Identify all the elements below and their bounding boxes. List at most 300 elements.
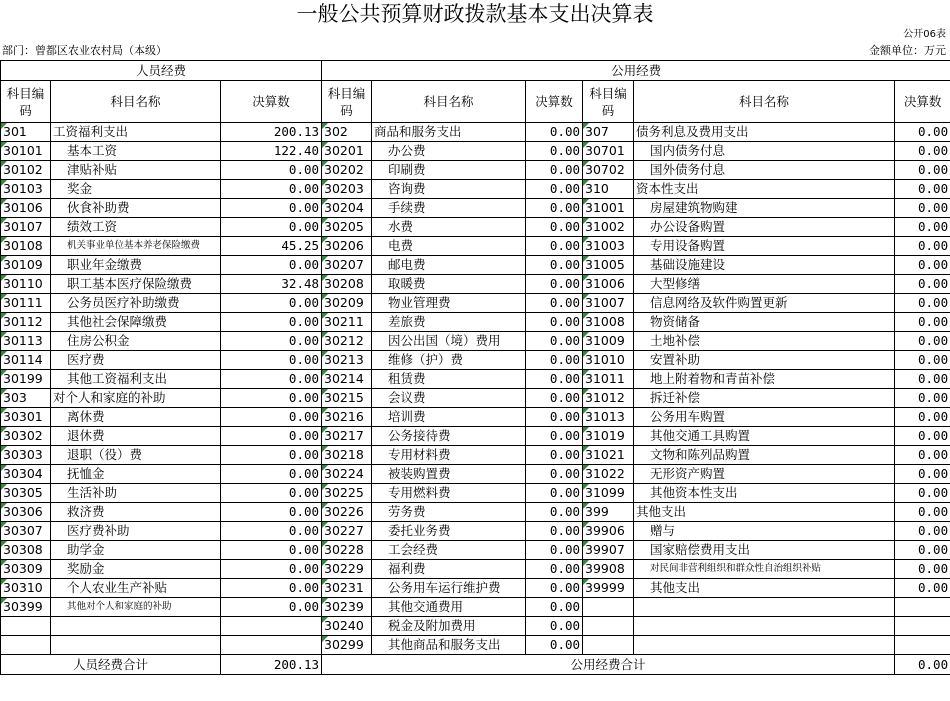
subject-code bbox=[583, 598, 634, 617]
subject-name: 被装购置费 bbox=[372, 465, 526, 484]
subject-code: 30702 bbox=[583, 161, 634, 180]
amount-value: 0.00 bbox=[526, 142, 583, 161]
expenditure-table bbox=[0, 60, 950, 675]
amount-value: 0.00 bbox=[526, 598, 583, 617]
subject-name: 救济费 bbox=[51, 503, 221, 522]
amount-value: 0.00 bbox=[221, 446, 322, 465]
subject-code: 30304 bbox=[1, 465, 51, 484]
subject-code: 31099 bbox=[583, 484, 634, 503]
subject-code bbox=[583, 636, 634, 655]
subject-name: 国家赔偿费用支出 bbox=[634, 541, 895, 560]
subject-name: 退休费 bbox=[51, 427, 221, 446]
amount-value: 0.00 bbox=[895, 237, 950, 256]
subject-code: 30214 bbox=[322, 370, 372, 389]
amount-value: 0.00 bbox=[221, 294, 322, 313]
subject-code: 303 bbox=[1, 389, 51, 408]
amount-value: 0.00 bbox=[526, 446, 583, 465]
subject-name: 职工基本医疗保险缴费 bbox=[51, 275, 221, 294]
amount-value: 0.00 bbox=[221, 427, 322, 446]
subject-code: 30215 bbox=[322, 389, 372, 408]
amount-value: 0.00 bbox=[895, 370, 950, 389]
public-total-label: 公用经费合计 bbox=[322, 655, 895, 675]
subject-code: 31013 bbox=[583, 408, 634, 427]
subject-name: 工会经费 bbox=[372, 541, 526, 560]
subject-name: 绩效工资 bbox=[51, 218, 221, 237]
subject-name: 会议费 bbox=[372, 389, 526, 408]
subject-name: 地上附着物和青苗补偿 bbox=[634, 370, 895, 389]
table-row bbox=[1, 180, 950, 199]
subject-code: 30114 bbox=[1, 351, 51, 370]
subject-code: 31011 bbox=[583, 370, 634, 389]
table-row bbox=[1, 598, 950, 617]
amount-value: 0.00 bbox=[221, 484, 322, 503]
code-header: 科目编码 bbox=[1, 81, 51, 123]
amount-value: 0.00 bbox=[895, 465, 950, 484]
amount-value: 0.00 bbox=[895, 218, 950, 237]
subject-name: 取暖费 bbox=[372, 275, 526, 294]
subject-code: 30206 bbox=[322, 237, 372, 256]
amount-value: 0.00 bbox=[221, 408, 322, 427]
amount-value: 0.00 bbox=[895, 503, 950, 522]
amount-value: 200.13 bbox=[221, 123, 322, 142]
code-header: 科目编码 bbox=[322, 81, 372, 123]
amount-value: 0.00 bbox=[895, 484, 950, 503]
subject-name: 信息网络及软件购置更新 bbox=[634, 294, 895, 313]
amount-value: 0.00 bbox=[221, 522, 322, 541]
amount-value: 0.00 bbox=[526, 199, 583, 218]
amount-value: 0.00 bbox=[526, 636, 583, 655]
amount-value: 0.00 bbox=[526, 180, 583, 199]
column-header-row bbox=[1, 81, 950, 123]
amount-header: 决算数 bbox=[221, 81, 322, 123]
amount-value: 0.00 bbox=[526, 351, 583, 370]
subject-code: 30224 bbox=[322, 465, 372, 484]
amount-value: 0.00 bbox=[221, 218, 322, 237]
subject-code: 39999 bbox=[583, 579, 634, 598]
subject-code: 31022 bbox=[583, 465, 634, 484]
amount-value: 0.00 bbox=[221, 332, 322, 351]
subject-name: 印刷费 bbox=[372, 161, 526, 180]
subject-code: 30205 bbox=[322, 218, 372, 237]
subject-name: 安置补助 bbox=[634, 351, 895, 370]
subject-name: 专用材料费 bbox=[372, 446, 526, 465]
subject-code: 30208 bbox=[322, 275, 372, 294]
amount-value: 0.00 bbox=[526, 294, 583, 313]
table-row bbox=[1, 370, 950, 389]
subject-name: 对民间非营利组织和群众性自治组织补贴 bbox=[634, 560, 895, 579]
subject-name: 其他对个人和家庭的补助 bbox=[51, 598, 221, 617]
group-header-row bbox=[1, 61, 950, 81]
subject-code bbox=[583, 617, 634, 636]
subject-code: 30302 bbox=[1, 427, 51, 446]
table-row bbox=[1, 484, 950, 503]
subject-code: 30216 bbox=[322, 408, 372, 427]
subject-name: 办公设备购置 bbox=[634, 218, 895, 237]
amount-value: 0.00 bbox=[526, 408, 583, 427]
subject-code: 301 bbox=[1, 123, 51, 142]
subject-name: 住房公积金 bbox=[51, 332, 221, 351]
table-row bbox=[1, 465, 950, 484]
subject-code: 31001 bbox=[583, 199, 634, 218]
amount-value: 0.00 bbox=[895, 427, 950, 446]
amount-value: 0.00 bbox=[221, 389, 322, 408]
table-row bbox=[1, 636, 950, 655]
personnel-total-label: 人员经费合计 bbox=[1, 655, 221, 675]
subject-code: 307 bbox=[583, 123, 634, 142]
amount-value: 0.00 bbox=[526, 560, 583, 579]
amount-value: 0.00 bbox=[895, 313, 950, 332]
table-row bbox=[1, 617, 950, 636]
subject-code: 30240 bbox=[322, 617, 372, 636]
subject-code: 30211 bbox=[322, 313, 372, 332]
subject-name: 公务用车购置 bbox=[634, 408, 895, 427]
amount-value: 0.00 bbox=[895, 199, 950, 218]
subject-code: 30204 bbox=[322, 199, 372, 218]
amount-value: 0.00 bbox=[895, 522, 950, 541]
subject-name: 物业管理费 bbox=[372, 294, 526, 313]
subject-code: 30239 bbox=[322, 598, 372, 617]
subject-code: 30106 bbox=[1, 199, 51, 218]
amount-value: 32.48 bbox=[221, 275, 322, 294]
subject-code: 31010 bbox=[583, 351, 634, 370]
amount-value: 0.00 bbox=[526, 332, 583, 351]
subject-code: 30299 bbox=[322, 636, 372, 655]
subject-code: 30212 bbox=[322, 332, 372, 351]
amount-value: 0.00 bbox=[221, 465, 322, 484]
totals-row bbox=[1, 655, 950, 675]
subject-code: 30207 bbox=[322, 256, 372, 275]
amount-value: 0.00 bbox=[895, 541, 950, 560]
amount-value: 0.00 bbox=[526, 579, 583, 598]
subject-name: 专用设备购置 bbox=[634, 237, 895, 256]
subject-name: 其他社会保障缴费 bbox=[51, 313, 221, 332]
table-row bbox=[1, 351, 950, 370]
subject-name: 债务利息及费用支出 bbox=[634, 123, 895, 142]
subject-name: 工资福利支出 bbox=[51, 123, 221, 142]
amount-value: 0.00 bbox=[221, 503, 322, 522]
subject-name: 抚恤金 bbox=[51, 465, 221, 484]
subject-code: 31006 bbox=[583, 275, 634, 294]
amount-value: 0.00 bbox=[221, 161, 322, 180]
subject-code: 30399 bbox=[1, 598, 51, 617]
table-row bbox=[1, 503, 950, 522]
amount-value: 0.00 bbox=[526, 313, 583, 332]
subject-name: 公务用车运行维护费 bbox=[372, 579, 526, 598]
subject-code: 399 bbox=[583, 503, 634, 522]
amount-value: 0.00 bbox=[526, 218, 583, 237]
table-row bbox=[1, 161, 950, 180]
subject-code: 31003 bbox=[583, 237, 634, 256]
subject-code: 30228 bbox=[322, 541, 372, 560]
subject-code: 30203 bbox=[322, 180, 372, 199]
subject-name: 物资储备 bbox=[634, 313, 895, 332]
table-row bbox=[1, 199, 950, 218]
subject-name: 水费 bbox=[372, 218, 526, 237]
amount-header: 决算数 bbox=[895, 81, 950, 123]
amount-value: 0.00 bbox=[895, 180, 950, 199]
amount-value: 45.25 bbox=[221, 237, 322, 256]
subject-code: 30199 bbox=[1, 370, 51, 389]
amount-value: 0.00 bbox=[895, 332, 950, 351]
amount-value: 0.00 bbox=[221, 351, 322, 370]
amount-value: 0.00 bbox=[895, 351, 950, 370]
subject-name: 维修（护）费 bbox=[372, 351, 526, 370]
subject-name: 土地补偿 bbox=[634, 332, 895, 351]
amount-value: 0.00 bbox=[221, 313, 322, 332]
subject-name bbox=[634, 636, 895, 655]
subject-name bbox=[51, 636, 221, 655]
subject-name: 国内债务付息 bbox=[634, 142, 895, 161]
amount-value: 0.00 bbox=[221, 199, 322, 218]
table-row bbox=[1, 579, 950, 598]
amount-value: 0.00 bbox=[221, 541, 322, 560]
subject-name: 大型修缮 bbox=[634, 275, 895, 294]
amount-value: 0.00 bbox=[895, 256, 950, 275]
subject-name bbox=[634, 617, 895, 636]
subject-code bbox=[1, 617, 51, 636]
subject-name: 差旅费 bbox=[372, 313, 526, 332]
subject-code: 39907 bbox=[583, 541, 634, 560]
subject-code: 39906 bbox=[583, 522, 634, 541]
name-header: 科目名称 bbox=[51, 81, 221, 123]
subject-code: 30307 bbox=[1, 522, 51, 541]
subject-name: 因公出国（境）费用 bbox=[372, 332, 526, 351]
subject-name: 其他交通工具购置 bbox=[634, 427, 895, 446]
subject-code: 30227 bbox=[322, 522, 372, 541]
subject-name: 奖励金 bbox=[51, 560, 221, 579]
subject-code: 31008 bbox=[583, 313, 634, 332]
subject-name bbox=[51, 617, 221, 636]
subject-name: 房屋建筑物购建 bbox=[634, 199, 895, 218]
table-row bbox=[1, 446, 950, 465]
subject-name: 其他工资福利支出 bbox=[51, 370, 221, 389]
subject-code: 30109 bbox=[1, 256, 51, 275]
subject-code: 302 bbox=[322, 123, 372, 142]
subject-name: 对个人和家庭的补助 bbox=[51, 389, 221, 408]
table-row bbox=[1, 332, 950, 351]
table-row bbox=[1, 294, 950, 313]
subject-name: 专用燃料费 bbox=[372, 484, 526, 503]
subject-code: 31019 bbox=[583, 427, 634, 446]
subject-code: 310 bbox=[583, 180, 634, 199]
subject-code: 30303 bbox=[1, 446, 51, 465]
subject-code: 31002 bbox=[583, 218, 634, 237]
amount-value: 122.40 bbox=[221, 142, 322, 161]
subject-name: 其他交通费用 bbox=[372, 598, 526, 617]
subject-code: 31021 bbox=[583, 446, 634, 465]
table-code: 公开06表 bbox=[903, 29, 946, 40]
subject-name: 助学金 bbox=[51, 541, 221, 560]
amount-value: 0.00 bbox=[526, 389, 583, 408]
subject-code: 30301 bbox=[1, 408, 51, 427]
amount-value: 0.00 bbox=[526, 484, 583, 503]
subject-name: 生活补助 bbox=[51, 484, 221, 503]
subject-name: 委托业务费 bbox=[372, 522, 526, 541]
subject-name: 无形资产购置 bbox=[634, 465, 895, 484]
subject-code: 30218 bbox=[322, 446, 372, 465]
subject-code: 31005 bbox=[583, 256, 634, 275]
page-title: 一般公共预算财政拨款基本支出决算表 bbox=[296, 2, 654, 26]
amount-value: 0.00 bbox=[526, 427, 583, 446]
subject-code: 31012 bbox=[583, 389, 634, 408]
subject-name: 津贴补贴 bbox=[51, 161, 221, 180]
subject-code: 30309 bbox=[1, 560, 51, 579]
subject-code: 30113 bbox=[1, 332, 51, 351]
amount-value: 0.00 bbox=[526, 617, 583, 636]
subject-name: 资本性支出 bbox=[634, 180, 895, 199]
subject-name: 奖金 bbox=[51, 180, 221, 199]
subject-name: 伙食补助费 bbox=[51, 199, 221, 218]
subject-code: 30103 bbox=[1, 180, 51, 199]
subject-name: 租赁费 bbox=[372, 370, 526, 389]
subject-name: 医疗费补助 bbox=[51, 522, 221, 541]
subject-code bbox=[1, 636, 51, 655]
subject-name: 税金及附加费用 bbox=[372, 617, 526, 636]
subject-name: 手续费 bbox=[372, 199, 526, 218]
subject-name: 文物和陈列品购置 bbox=[634, 446, 895, 465]
subject-name: 办公费 bbox=[372, 142, 526, 161]
subject-code: 30305 bbox=[1, 484, 51, 503]
table-row bbox=[1, 522, 950, 541]
subject-name: 劳务费 bbox=[372, 503, 526, 522]
table-row bbox=[1, 560, 950, 579]
subject-name: 公务接待费 bbox=[372, 427, 526, 446]
personnel-group-header: 人员经费 bbox=[1, 61, 322, 81]
subject-name: 赠与 bbox=[634, 522, 895, 541]
subject-code: 30201 bbox=[322, 142, 372, 161]
subject-code: 30229 bbox=[322, 560, 372, 579]
unit-label: 金额单位：万元 bbox=[869, 44, 946, 57]
subject-name: 其他资本性支出 bbox=[634, 484, 895, 503]
subject-code: 30202 bbox=[322, 161, 372, 180]
subject-name: 退职（役）费 bbox=[51, 446, 221, 465]
amount-value: 0.00 bbox=[526, 275, 583, 294]
table-row bbox=[1, 427, 950, 446]
subject-name: 国外债务付息 bbox=[634, 161, 895, 180]
subject-name: 邮电费 bbox=[372, 256, 526, 275]
amount-value bbox=[895, 598, 950, 617]
subject-name: 医疗费 bbox=[51, 351, 221, 370]
table-row bbox=[1, 142, 950, 161]
subject-code: 31009 bbox=[583, 332, 634, 351]
name-header: 科目名称 bbox=[372, 81, 526, 123]
subject-name: 拆迁补偿 bbox=[634, 389, 895, 408]
table-row bbox=[1, 408, 950, 427]
table-row bbox=[1, 389, 950, 408]
amount-value: 0.00 bbox=[526, 256, 583, 275]
subject-name: 离休费 bbox=[51, 408, 221, 427]
subject-code: 30701 bbox=[583, 142, 634, 161]
amount-value: 0.00 bbox=[895, 389, 950, 408]
subject-name: 个人农业生产补贴 bbox=[51, 579, 221, 598]
subject-code: 30107 bbox=[1, 218, 51, 237]
subject-name: 培训费 bbox=[372, 408, 526, 427]
amount-value: 0.00 bbox=[895, 408, 950, 427]
amount-value: 0.00 bbox=[895, 275, 950, 294]
subject-code: 30209 bbox=[322, 294, 372, 313]
table-row bbox=[1, 541, 950, 560]
amount-value: 0.00 bbox=[895, 579, 950, 598]
name-header: 科目名称 bbox=[634, 81, 895, 123]
subject-code: 30101 bbox=[1, 142, 51, 161]
amount-value: 0.00 bbox=[221, 180, 322, 199]
code-header: 科目编码 bbox=[583, 81, 634, 123]
amount-value: 0.00 bbox=[221, 370, 322, 389]
amount-value bbox=[221, 617, 322, 636]
subject-name: 基本工资 bbox=[51, 142, 221, 161]
public-total-value: 0.00 bbox=[895, 655, 950, 675]
table-row bbox=[1, 313, 950, 332]
subject-name: 职业年金缴费 bbox=[51, 256, 221, 275]
subject-code: 30231 bbox=[322, 579, 372, 598]
subject-code: 30308 bbox=[1, 541, 51, 560]
subject-name: 其他支出 bbox=[634, 579, 895, 598]
amount-header: 决算数 bbox=[526, 81, 583, 123]
table-row bbox=[1, 256, 950, 275]
amount-value: 0.00 bbox=[895, 142, 950, 161]
amount-value: 0.00 bbox=[221, 579, 322, 598]
subject-name: 商品和服务支出 bbox=[372, 123, 526, 142]
subject-code: 30226 bbox=[322, 503, 372, 522]
amount-value: 0.00 bbox=[895, 161, 950, 180]
subject-name: 基础设施建设 bbox=[634, 256, 895, 275]
amount-value: 0.00 bbox=[895, 294, 950, 313]
subject-code: 30310 bbox=[1, 579, 51, 598]
subject-code: 30213 bbox=[322, 351, 372, 370]
amount-value: 0.00 bbox=[526, 522, 583, 541]
subject-code: 30110 bbox=[1, 275, 51, 294]
amount-value: 0.00 bbox=[526, 541, 583, 560]
subject-code: 30108 bbox=[1, 237, 51, 256]
subject-code: 39908 bbox=[583, 560, 634, 579]
subject-code: 30111 bbox=[1, 294, 51, 313]
department-label: 部门：曾都区农业农村局（本级） bbox=[2, 44, 167, 57]
amount-value: 0.00 bbox=[221, 598, 322, 617]
subject-code: 30217 bbox=[322, 427, 372, 446]
amount-value: 0.00 bbox=[526, 237, 583, 256]
amount-value: 0.00 bbox=[526, 465, 583, 484]
amount-value bbox=[895, 636, 950, 655]
subject-name: 咨询费 bbox=[372, 180, 526, 199]
amount-value bbox=[221, 636, 322, 655]
table-row bbox=[1, 123, 950, 142]
table-row bbox=[1, 218, 950, 237]
subject-name: 其他商品和服务支出 bbox=[372, 636, 526, 655]
amount-value: 0.00 bbox=[221, 560, 322, 579]
subject-name bbox=[634, 598, 895, 617]
personnel-total-value: 200.13 bbox=[221, 655, 322, 675]
amount-value: 0.00 bbox=[526, 123, 583, 142]
subject-name: 电费 bbox=[372, 237, 526, 256]
subject-name: 机关事业单位基本养老保险缴费 bbox=[51, 237, 221, 256]
amount-value: 0.00 bbox=[526, 161, 583, 180]
amount-value: 0.00 bbox=[895, 560, 950, 579]
subject-code: 30225 bbox=[322, 484, 372, 503]
subject-name: 其他支出 bbox=[634, 503, 895, 522]
subject-name: 公务员医疗补助缴费 bbox=[51, 294, 221, 313]
amount-value: 0.00 bbox=[526, 503, 583, 522]
amount-value: 0.00 bbox=[526, 370, 583, 389]
table-row bbox=[1, 275, 950, 294]
amount-value bbox=[895, 617, 950, 636]
public-group-header: 公用经费 bbox=[322, 61, 950, 81]
subject-name: 福利费 bbox=[372, 560, 526, 579]
subject-code: 30306 bbox=[1, 503, 51, 522]
amount-value: 0.00 bbox=[895, 123, 950, 142]
amount-value: 0.00 bbox=[221, 256, 322, 275]
subject-code: 31007 bbox=[583, 294, 634, 313]
subject-code: 30102 bbox=[1, 161, 51, 180]
